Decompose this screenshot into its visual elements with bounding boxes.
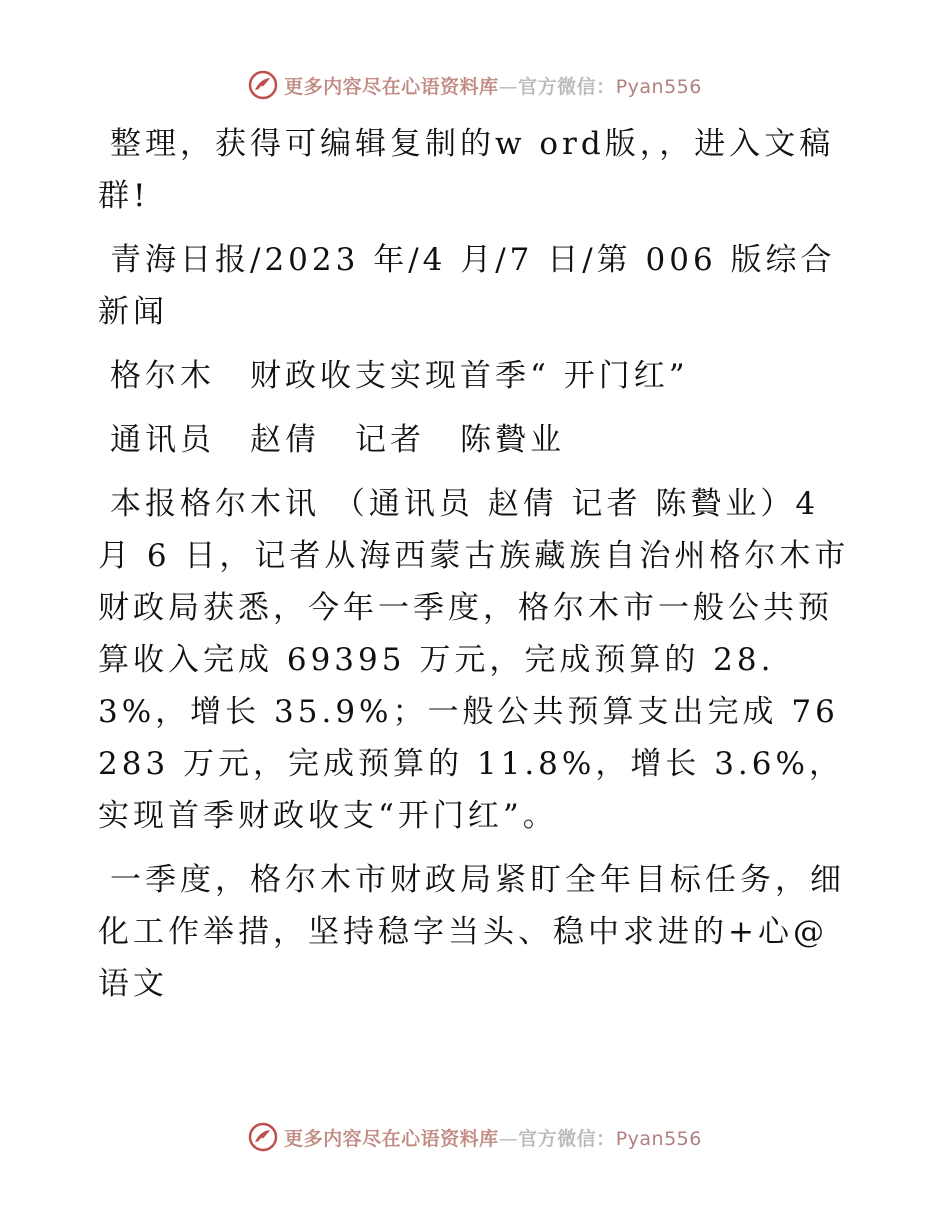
banner-separator: — <box>498 1127 519 1150</box>
intro-paragraph: 整理，获得可编辑复制的w ord版，，进入文稿群! <box>98 126 835 214</box>
pen-seal-logo-icon <box>248 70 278 100</box>
banner-title: 更多内容尽在心语资料库 <box>284 75 499 98</box>
article-title: 格尔木 财政收支实现首季“ 开门红” <box>110 358 689 394</box>
banner-separator: — <box>498 75 519 98</box>
article-paragraph-2: 一季度，格尔木市财政局紧盯全年目标任务，细化工作举措，坚持稳字当头、稳中求进的+心@语文 <box>98 862 845 1002</box>
banner-wechat-id: Pyan556 <box>615 1127 702 1150</box>
document-body <box>98 118 850 1022</box>
pen-seal-logo-icon <box>248 1122 278 1152</box>
footer-banner <box>0 1122 950 1152</box>
banner-official-label: 官方微信： <box>518 1127 616 1150</box>
header-banner-content <box>248 70 702 100</box>
footer-banner-content <box>248 1122 702 1152</box>
article-paragraph-1: 本报格尔木讯 （通讯员 赵倩 记者 陈䞇业）4 月 6 日，记者从海西蒙古族藏族自治州格尔木市财政局获悉，今年一季度，格尔木市一般公共预算收入完成 69395 万元，完成预算的 28.3%，增长 35.9%；一般公共预算支出完成 76283 万元，完成预算的 11.8%，增长 3.6%，实现首季财政收支“开门红”。 <box>98 486 850 834</box>
banner-wechat-id: Pyan556 <box>615 75 702 98</box>
byline: 通讯员 赵倩 记者 陈䞇业 <box>110 422 565 458</box>
banner-official-label: 官方微信： <box>518 75 616 98</box>
source-line: 青海日报/2023 年/4 月/7 日/第 006 版综合新闻 <box>98 242 836 330</box>
header-banner <box>0 70 950 100</box>
banner-title: 更多内容尽在心语资料库 <box>284 1127 499 1150</box>
